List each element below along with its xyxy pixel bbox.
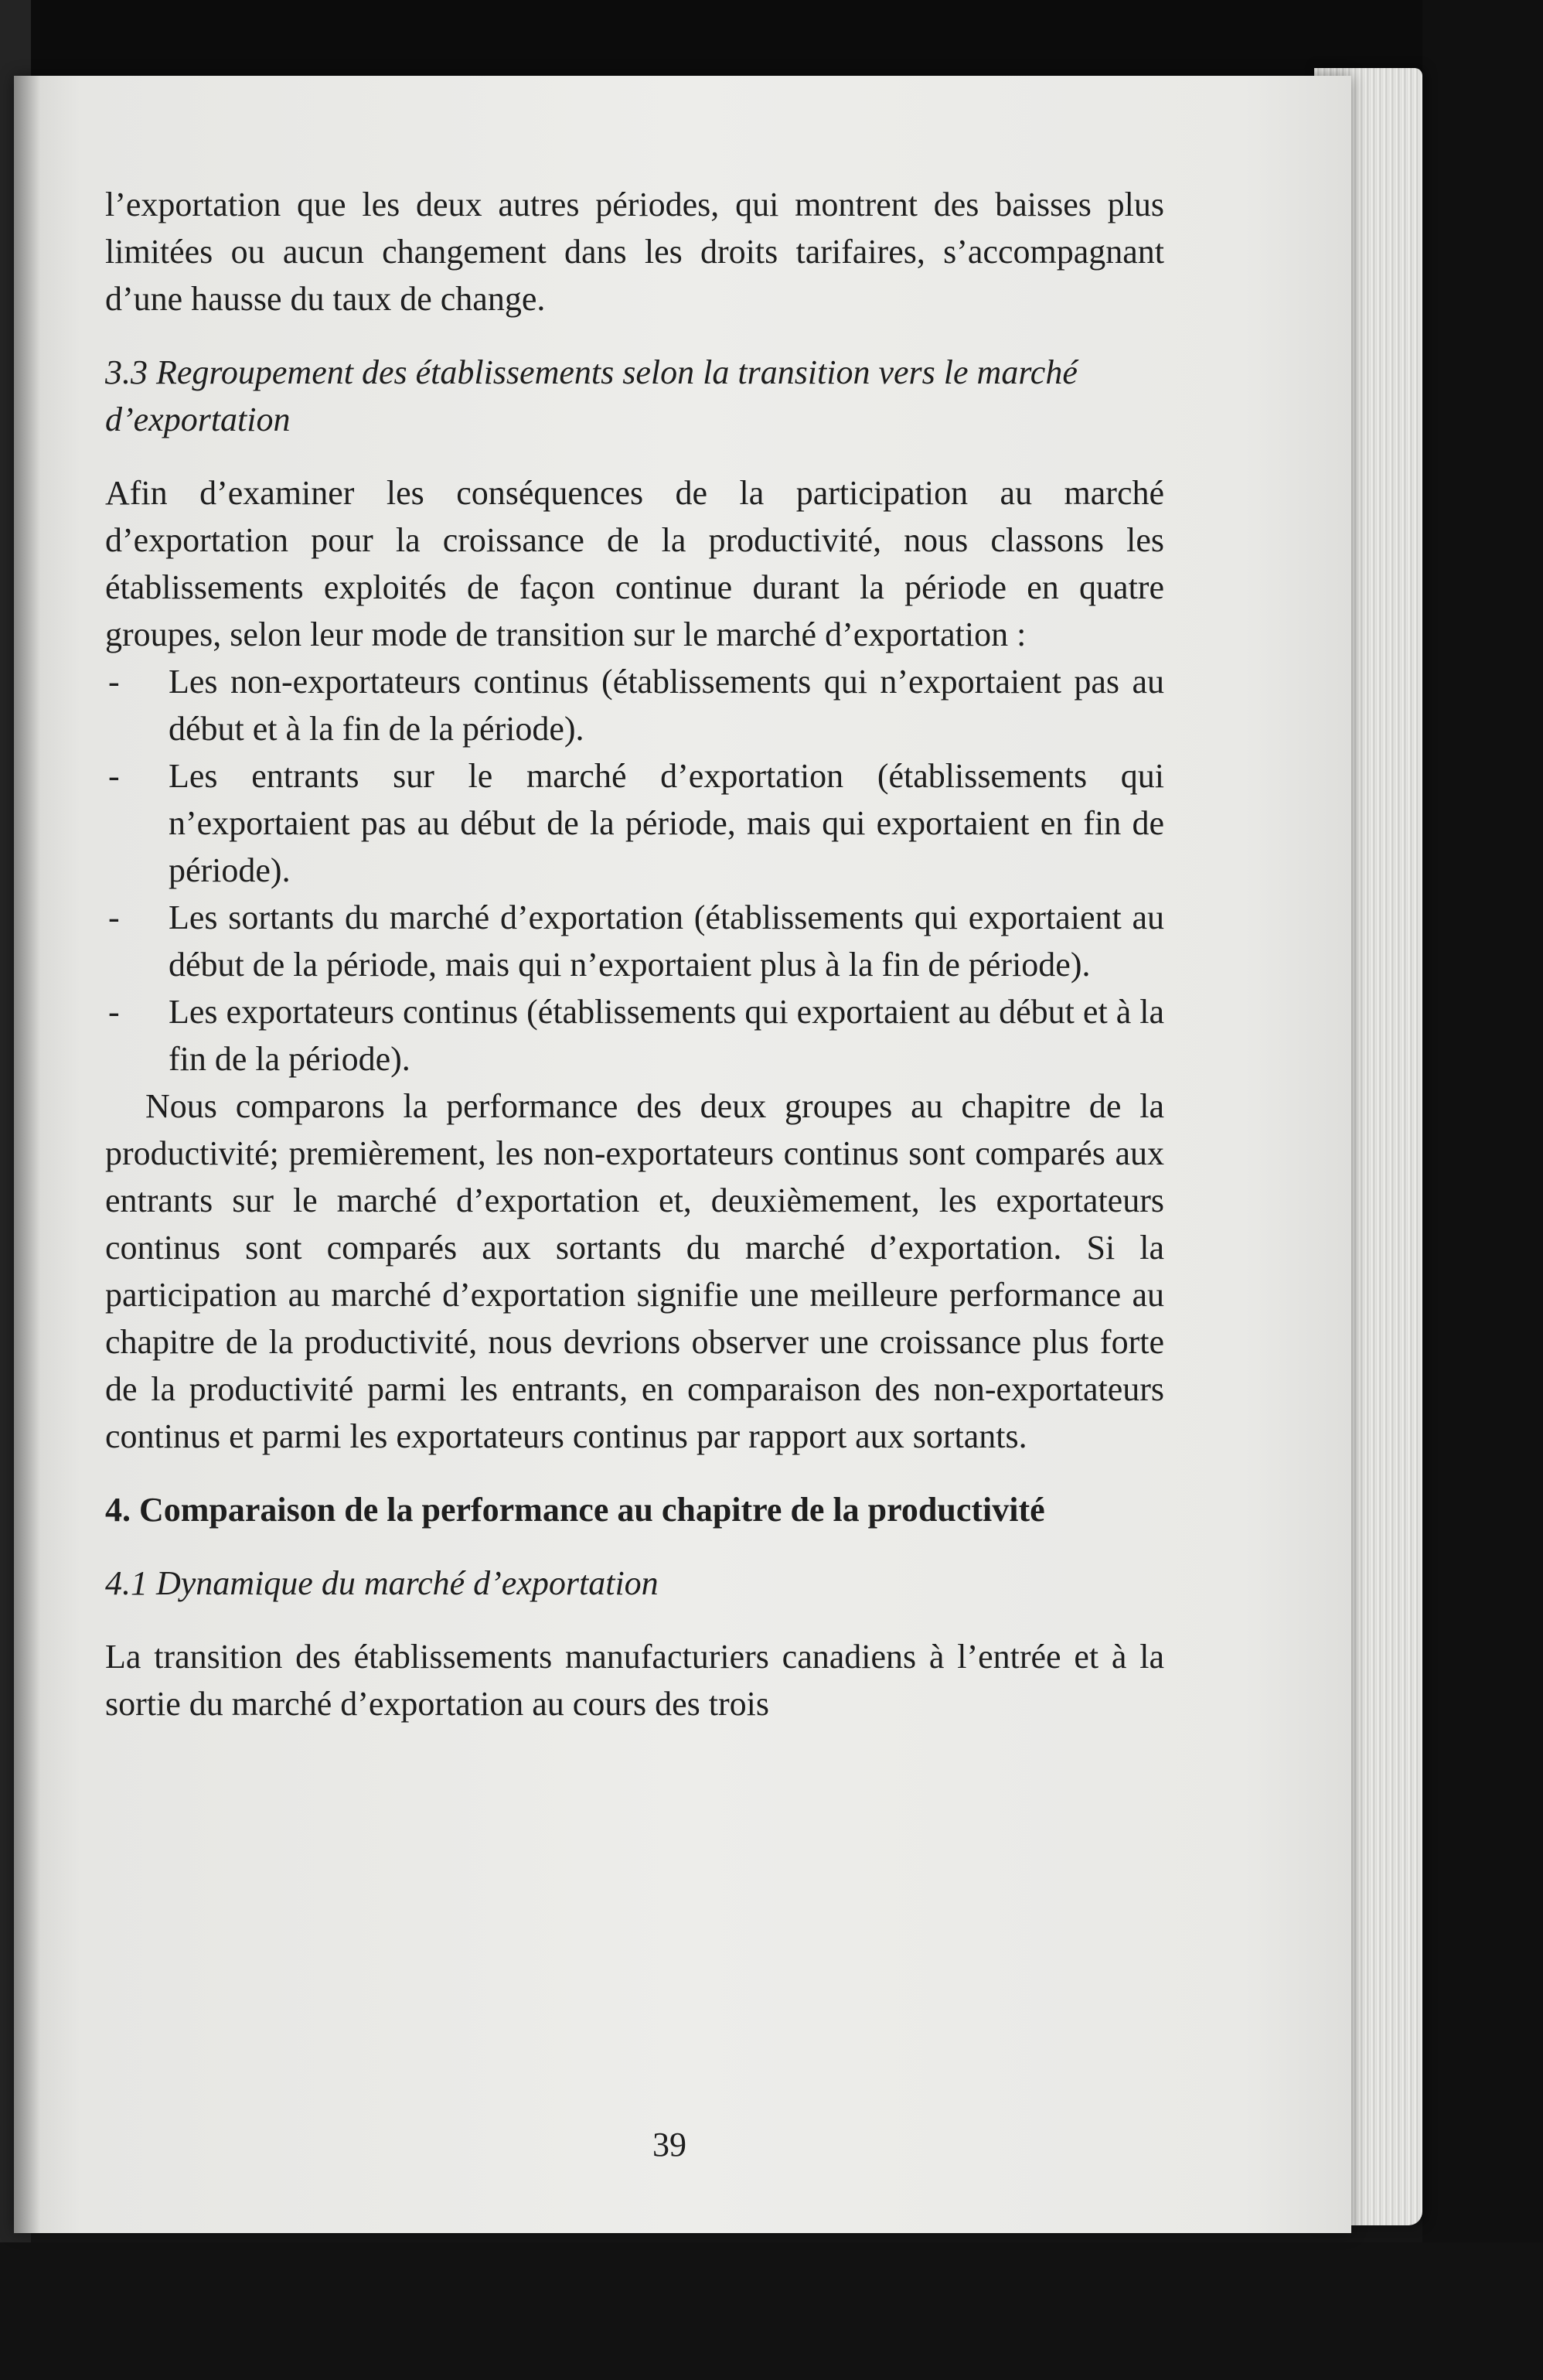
bullet-dash: - [108, 757, 120, 795]
book-page [14, 76, 1351, 2233]
dark-background [0, 0, 1543, 77]
section-4-heading: 4. Comparaison de la performance au chapitre de la productivité [105, 1491, 1045, 1529]
list-item-text: Les entrants sur le marché d’exportation (établissements qui n’exportaient pas au début de la période, mais qui exportaient en fin de période). [169, 757, 1164, 889]
list-item [105, 988, 1164, 1083]
section-3-3-heading: 3.3 Regroupement des établissements selon la transition vers le marché d’exportation [105, 353, 1078, 438]
list-item [105, 658, 1164, 752]
transition-groups-list [105, 658, 1164, 1083]
dark-background [1422, 0, 1543, 2380]
page-text [105, 181, 1164, 1727]
bullet-dash: - [108, 898, 120, 936]
list-item-text: Les exportateurs continus (établissements qui exportaient au début et à la fin de la période). [169, 993, 1164, 1078]
bullet-dash: - [108, 993, 120, 1031]
section-4-1-paragraph: La transition des établissements manufacturiers canadiens à l’entrée et à la sortie du marché d’exportation au cours des trois [105, 1638, 1164, 1723]
bullet-dash: - [108, 663, 120, 701]
list-item-text: Les non-exportateurs continus (établissements qui n’exportaient pas au début et à la fin de la période). [169, 663, 1164, 748]
comparison-paragraph: Nous comparons la performance des deux groupes au chapitre de la productivité; premièrement, les non-exportateurs continus sont comparés aux entrants sur le marché d’exportation et, deuxièmement, les exportateurs continus sont comparés aux sortants du marché d’exportation. Si la participation au marché d’exportation signifie une meilleure performance au chapitre de la productivité, nous devrions observer une croissance plus forte de la productivité parmi les entrants, en comparaison des non-exportateurs continus et parmi les exportateurs continus par rapport aux sortants. [105, 1087, 1164, 1455]
list-item-text: Les sortants du marché d’exportation (établissements qui exportaient au début de la période, mais qui n’exportaient plus à la fin de période). [169, 898, 1164, 984]
intro-paragraph: l’exportation que les deux autres périodes, qui montrent des baisses plus limitées ou aucun changement dans les droits tarifaires, s’accompagnant d’une hausse du taux de change. [105, 186, 1164, 318]
section-3-3-paragraph: Afin d’examiner les conséquences de la participation au marché d’exportation pour la croissance de la productivité, nous classons les établissements exploités de façon continue durant la période en quatre groupes, selon leur mode de transition sur le marché d’exportation : [105, 474, 1164, 653]
page-number: 39 [652, 2126, 686, 2163]
gutter-shadow [14, 76, 40, 2233]
list-item [105, 752, 1164, 894]
list-item [105, 894, 1164, 988]
dark-background [0, 2242, 1543, 2380]
section-4-1-heading: 4.1 Dynamique du marché d’exportation [105, 1564, 659, 1602]
